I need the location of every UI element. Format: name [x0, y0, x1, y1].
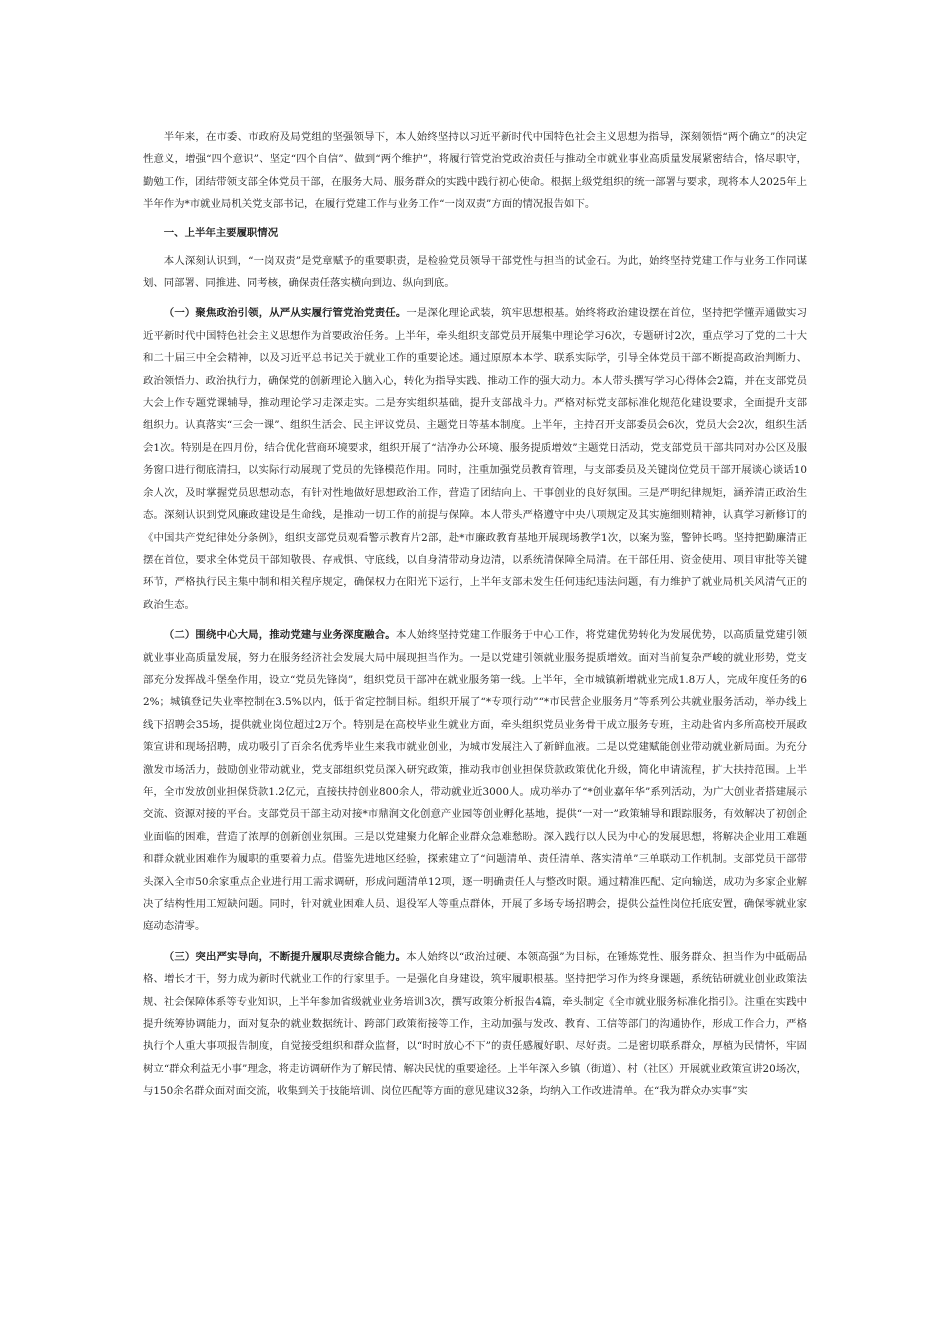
subsection-3-body: 本人始终以“政治过硬、本领高强”为目标，在锤炼党性、服务群众、担当作为中砥砺品格、增长才干，努力成为新时代就业工作的行家里手。一是强化自身建设，筑牢履职根基。坚持把学习作为终身课题，系统钻研就业创业政策法规、社会保障体系等专业知识，上半年参加省级就业业务培训3次，撰写政策分析报告4篇，牵头制定《全市就业服务标准化指引》。注重在实践中提升统筹协调能力，面对复杂的就业数据统计、跨部门政策衔接等工作，主动加强与发改、教育、工信等部门的沟通协作，形成工作合力，严格执行个人重大事项报告制度，自觉接受组织和群众监督，以“时时放心不下”的责任感履好职、尽好责。二是密切联系群众，厚植为民情怀，牢固树立“群众利益无小事”理念，将走访调研作为了解民情、解决民忧的重要途径。上半年深入乡镇（街道）、村（社区）开展就业政策宣讲20场次，与150余名群众面对面交流，收集到关于技能培训、岗位匹配等方面的意见建议32条，均纳入工作改进清单。在“我为群众办实事”实	[143, 950, 808, 1098]
subsection-1-body: 一是深化理论武装，筑牢思想根基。始终将政治建设摆在首位，坚持把学懂弄通做实习近平新时代中国特色社会主义思想作为首要政治任务。上半年，牵头组织支部党员开展集中理论学习6次，专题研讨2次，重点学习了党的二十大和二十届三中全会精神，以及习近平总书记关于就业工作的重要论述。通过原原本本学、联系实际学，引导全体党员干部不断提高政治判断力、政治领悟力、政治执行力，确保党的创新理论入脑入心，转化为指导实践、推动工作的强大动力。本人带头撰写学习心得体会2篇，并在支部党员大会上作专题党课辅导，推动理论学习走深走实。二是夯实组织基础，提升支部战斗力。严格对标党支部标准化规范化建设要求，全面提升支部组织力。认真落实“三会一课”、组织生活会、民主评议党员、主题党日等基本制度。上半年，主持召开支部委员会6次，党员大会2次，组织生活会1次。特别是在四月份，结合优化营商环境要求，组织开展了“洁净办公环境、服务提质增效”主题党日活动，党支部党员干部共同对办公区及服务窗口进行彻底清扫，以实际行动展现了党员的先锋模范作用。同时，注重加强党员教育管理，与支部委员及关键岗位党员干部开展谈心谈话10余人次，及时掌握党员思想动态，有针对性地做好思想政治工作，营造了团结向上、干事创业的良好氛围。三是严明纪律规矩，涵养清正政治生态。深刻认识到党风廉政建设是生命线，是推动一切工作的前提与保障。本人带头严格遵守中央八项规定及其实施细则精神，认真学习新修订的《中国共产党纪律处分条例》，组织支部党员观看警示教育片2部，赴*市廉政教育基地开展现场教学1次，以案为鉴，警钟长鸣。坚持把勤廉清正摆在首位，要求全体党员干部知敬畏、存戒惧、守底线，以自身清带动身边清，以系统清保障全局清。在干部任用、资金使用、项目审批等关键环节，严格执行民主集中制和相关程序规定，确保权力在阳光下运行，上半年支部未发生任何违纪违法问题，有力维护了就业局机关风清气正的政治生态。	[143, 307, 807, 611]
subsection-2-title: （二）围绕中心大局，推动党建与业务深度融合。	[163, 629, 396, 642]
subsection-3	[143, 946, 807, 1103]
intro-paragraph: 半年来，在市委、市政府及局党组的坚强领导下，本人始终坚持以习近平新时代中国特色社会主义思想为指导，深刻领悟“两个确立”的决定性意义，增强“四个意识”、坚定“四个自信”、做到“两个维护”，将履行管党治党政治责任与推动全市就业事业高质量发展紧密结合，恪尽职守，勤勉工作，团结带领支部全体党员干部，在服务大局、服务群众的实践中践行初心使命。根据上级党组织的统一部署与要求，现将本人2025年上半年作为*市就业局机关党支部书记，在履行党建工作与业务工作“一岗双责”方面的情况报告如下。	[143, 131, 807, 211]
document-page	[143, 126, 807, 1103]
subsection-1-title: （一）聚焦政治引领，从严从实履行管党治党责任。	[163, 307, 407, 320]
subsection-1	[143, 302, 807, 616]
section-1-title: 一、上半年主要履职情况	[163, 226, 279, 239]
subsection-2	[143, 624, 807, 938]
section-1-intro: 本人深刻认识到，“一岗双责”是党章赋予的重要职责，是检验党员领导干部党性与担当的试金石。为此，始终坚持党建工作与业务工作同谋划、同部署、同推进、同考核，确保责任落实横向到边、纵向到底。	[143, 254, 807, 290]
subsection-3-title: （三）突出严实导向，不断提升履职尽责综合能力。	[163, 950, 407, 963]
subsection-2-body: 本人始终坚持党建工作服务于中心工作，将党建优势转化为发展优势，以高质量党建引领就业事业高质量发展，努力在服务经济社会发展大局中展现担当作为。一是以党建引领就业服务提质增效。面对当前复杂严峻的就业形势，党支部充分发挥战斗堡垒作用，设立“党员先锋岗”，组织党员干部冲在就业服务第一线。上半年，全市城镇新增就业完成1.8万人，完成年度任务的62%；城镇登记失业率控制在3.5%以内，低于省定控制目标。组织开展了“*专项行动”“*市民营企业服务月”等系列公共就业服务活动，举办线上线下招聘会35场，提供就业岗位超过2万个。特别是在高校毕业生就业方面，牵头组织党员业务骨干成立服务专班，主动赴省内多所高校开展政策宣讲和现场招聘，成功吸引了百余名优秀毕业生来我市就业创业，为城市发展注入了新鲜血液。二是以党建赋能创业带动就业新局面。为充分激发市场活力，鼓励创业带动就业，党支部组织党员深入研究政策，推动我市创业担保贷款政策优化升级，简化申请流程，扩大扶持范围。上半年，全市发放创业担保贷款1.2亿元，直接扶持创业800余人，带动就业近3000人。成功举办了“*创业嘉年华”系列活动，为广大创业者搭建展示交流、资源对接的平台。支部党员干部主动对接*市鼎润文化创意产业园等创业孵化基地，提供“一对一”政策辅导和跟踪服务，有效解决了初创企业面临的困难，营造了浓厚的创新创业氛围。三是以党建聚力化解企业群众急难愁盼。深入践行以人民为中心的发展思想，将解决企业用工难题和群众就业困难作为履职的重要着力点。借鉴先进地区经验，探索建立了“问题清单、责任清单、落实清单”三单联动工作机制。支部党员干部带头深入全市50余家重点企业进行用工需求调研，形成问题清单12项，逐一明确责任人与整改时限。通过精准匹配、定向输送，成功为多家企业解决了结构性用工短缺问题。同时，针对就业困难人员、退役军人等重点群体，开展了多场专场招聘会，提供公益性岗位托底安置，确保零就业家庭动态清零。	[143, 629, 807, 933]
